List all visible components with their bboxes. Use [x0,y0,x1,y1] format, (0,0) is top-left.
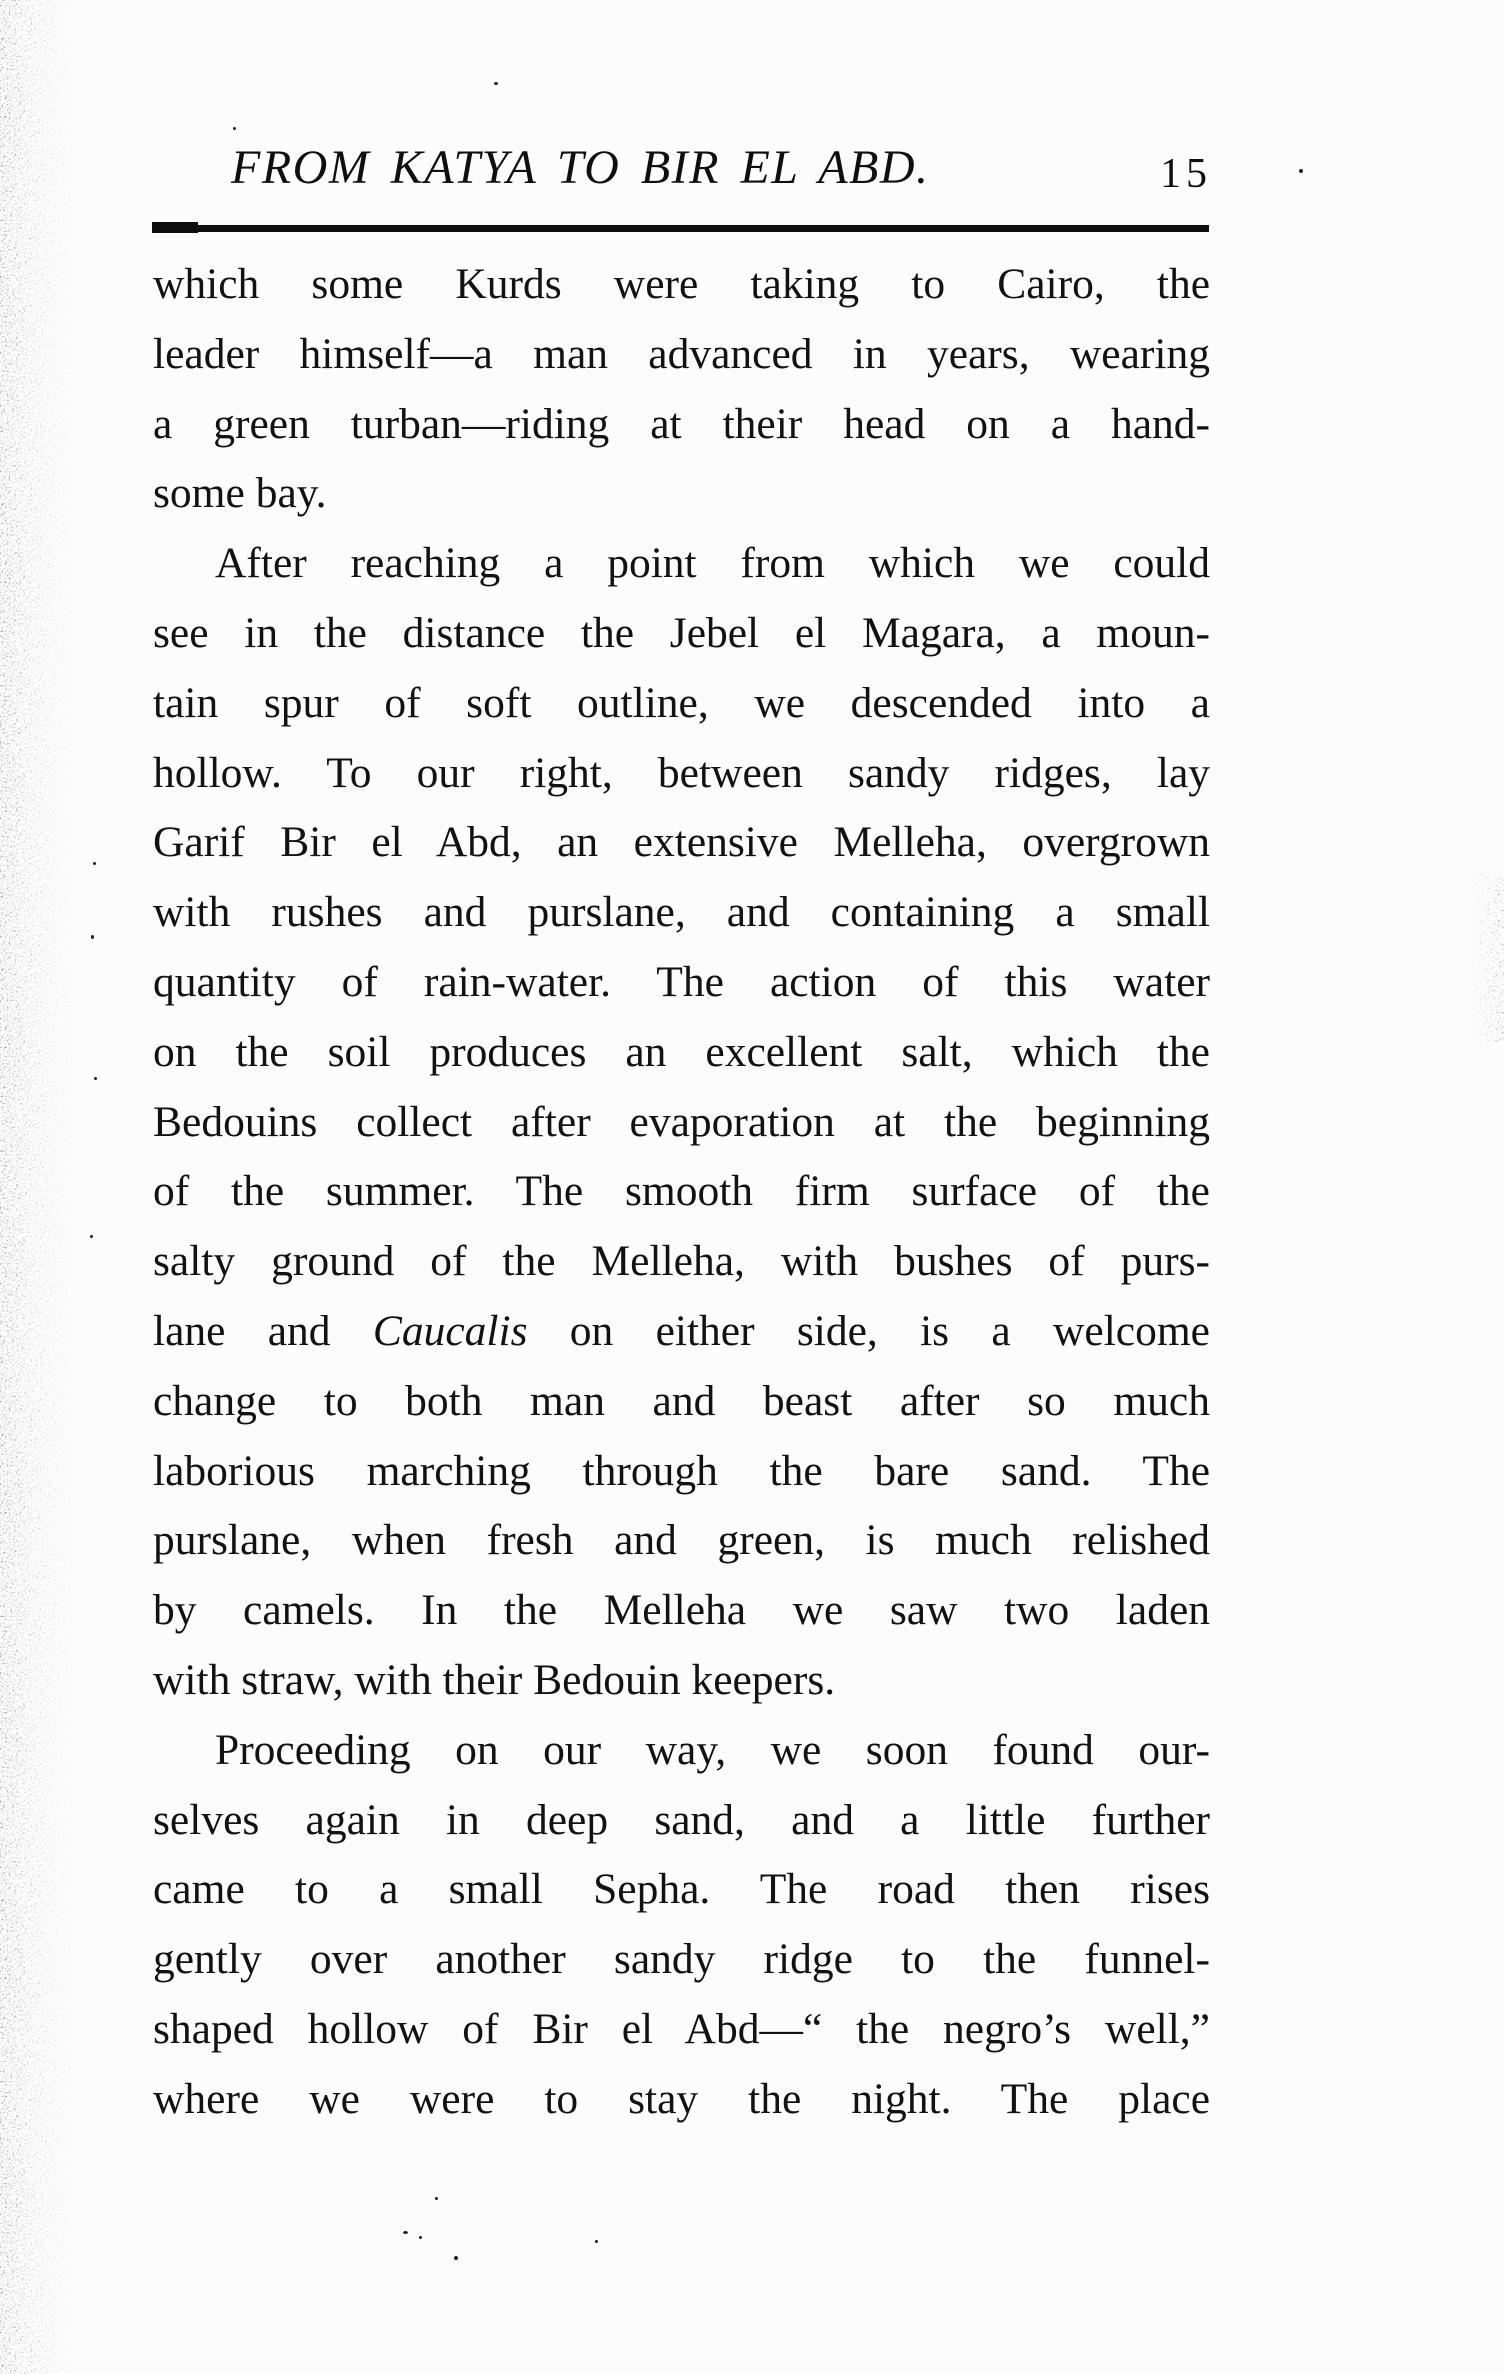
scan-speck [94,1077,97,1080]
text-segment: which some Kurds were taking to Cairo, the [153,260,1210,308]
text-segment: Proceeding on our way, we soon found our- [215,1725,1210,1774]
text-line [153,739,1210,809]
text-line [153,1088,1210,1158]
running-head-title: FROM KATYA TO BIR EL ABD. [231,141,930,194]
text-segment: change to both man and beast after so much [153,1376,1210,1425]
text-segment: see in the distance the Jebel el Magara, a moun- [153,608,1210,657]
scan-speck [91,935,94,939]
text-segment: laborious marching through the bare sand. The [153,1446,1210,1495]
scan-speck [419,2236,422,2239]
text-line [153,1367,1210,1437]
scan-speck [93,862,96,865]
text-segment: salty ground of the Melleha, with bushes of purs- [153,1237,1210,1286]
text-line [153,529,1210,599]
text-line [153,1297,1210,1367]
text-segment: a green turban—riding at their head on a hand- [153,399,1210,448]
text-line [153,1018,1210,1088]
text-line [153,808,1210,878]
text-line [153,599,1210,669]
text-line [153,1646,1210,1716]
text-line [153,1995,1210,2065]
scan-speck [1299,169,1303,173]
text-line [153,250,1210,320]
scan-speck [90,1235,93,1238]
text-segment: shaped hollow of Bir el Abd—“ the negro’s well,” [153,2004,1210,2053]
text-line [153,1157,1210,1227]
text-segment: came to a small Sepha. The road then rises [153,1865,1210,1914]
text-block [153,250,1210,2135]
text-segment: After reaching a point from which we could [215,539,1210,588]
text-line [153,1576,1210,1646]
text-line [153,948,1210,1018]
text-segment: selves again in deep sand, and a little further [153,1795,1210,1844]
scan-noise-left-band [0,0,84,2374]
text-segment: with straw, with their Bedouin keepers. [153,1655,836,1704]
text-segment: by camels. In the Melleha we saw two laden [153,1586,1210,1635]
text-segment: purslane, when fresh and green, is much relished [153,1516,1210,1565]
text-line [153,459,1210,529]
text-line [153,1716,1210,1786]
text-line [153,1437,1210,1507]
scan-speck [233,127,236,130]
page-number: 15 [1160,151,1212,197]
scan-speck [435,2197,438,2200]
text-segment: gently over another sandy ridge to the funnel- [153,1935,1210,1984]
text-segment: Bedouins collect after evaporation at the beginning [153,1097,1210,1146]
text-line [153,1925,1210,1995]
text-line [153,1855,1210,1925]
text-segment: leader himself—a man advanced in years, wearing [153,329,1210,378]
text-line [153,878,1210,948]
text-line [153,669,1210,739]
text-line [153,1786,1210,1856]
text-segment: on the soil produces an excellent salt, which the [153,1027,1210,1076]
scan-speck [494,82,498,85]
text-line [153,390,1210,460]
text-line [153,1227,1210,1297]
scan-speck [454,2256,458,2260]
text-segment: where we were to stay the night. The place [153,2074,1210,2123]
text-segment: lane and [153,1306,373,1355]
text-segment: quantity of rain-water. The action of this water [153,957,1210,1006]
text-line [153,2065,1210,2135]
scan-noise-right-patch [1466,872,1504,1042]
scan-speck [403,2231,408,2234]
text-segment: hollow. To our right, between sandy ridges, lay [153,748,1210,797]
text-segment: of the summer. The smooth firm surface of the [153,1167,1210,1216]
text-segment: some bay. [153,469,327,518]
text-segment: tain spur of soft outline, we descended into a [153,678,1210,727]
italic-term: Caucalis [372,1306,528,1355]
text-line [153,1506,1210,1576]
text-segment: with rushes and purslane, and containing a small [153,888,1210,937]
scan-speck [595,2240,598,2243]
text-segment: on either side, is a welcome [527,1306,1210,1355]
text-line [153,320,1210,390]
header-rule [152,225,1209,232]
text-segment: Garif Bir el Abd, an extensive Melleha, overgrown [153,818,1210,867]
